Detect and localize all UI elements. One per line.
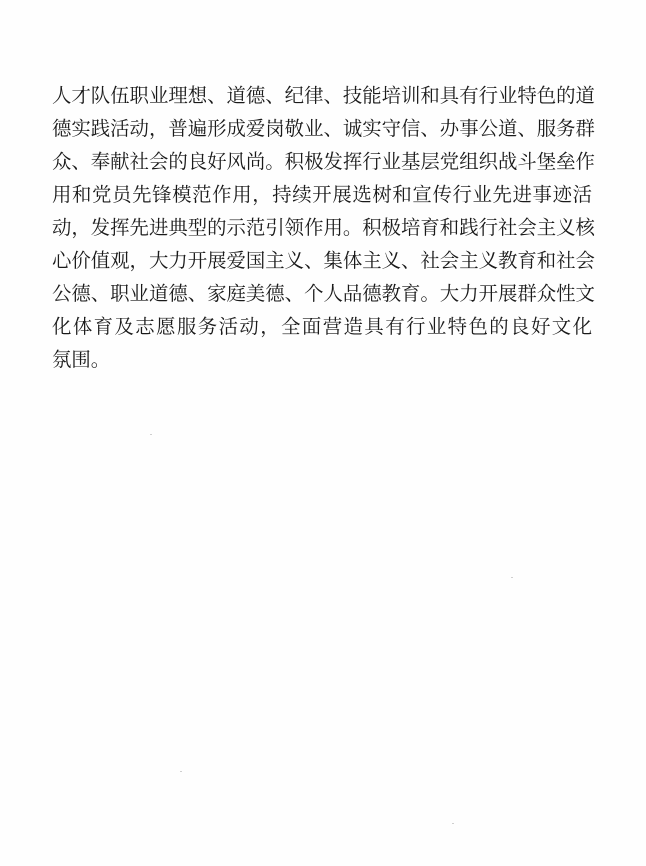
paragraph-line: 公德、职业道德、家庭美德、个人品德教育。大力开展群众性文 xyxy=(52,282,595,305)
scan-speck xyxy=(150,434,152,435)
scan-speck xyxy=(511,577,513,578)
body-paragraph xyxy=(52,79,595,376)
scan-speck xyxy=(180,771,182,772)
paragraph-line: 众、奉献社会的良好风尚。积极发挥行业基层党组织战斗堡垒作 xyxy=(52,150,595,173)
paragraph-line: 德实践活动，普遍形成爱岗敬业、诚实守信、办事公道、服务群 xyxy=(52,117,595,140)
scan-speck xyxy=(452,823,454,824)
paragraph-line: 氛围。 xyxy=(52,348,111,371)
paragraph-line: 化体育及志愿服务活动，全面营造具有行业特色的良好文化 xyxy=(52,315,592,338)
paragraph-line: 人才队伍职业理想、道德、纪律、技能培训和具有行业特色的道 xyxy=(52,84,595,107)
paragraph-line: 用和党员先锋模范作用，持续开展选树和宣传行业先进事迹活 xyxy=(52,183,592,206)
paragraph-line: 动，发挥先进典型的示范引领作用。积极培育和践行社会主义核 xyxy=(52,216,595,239)
paragraph-line: 心价值观，大力开展爱国主义、集体主义、社会主义教育和社会 xyxy=(52,249,595,272)
